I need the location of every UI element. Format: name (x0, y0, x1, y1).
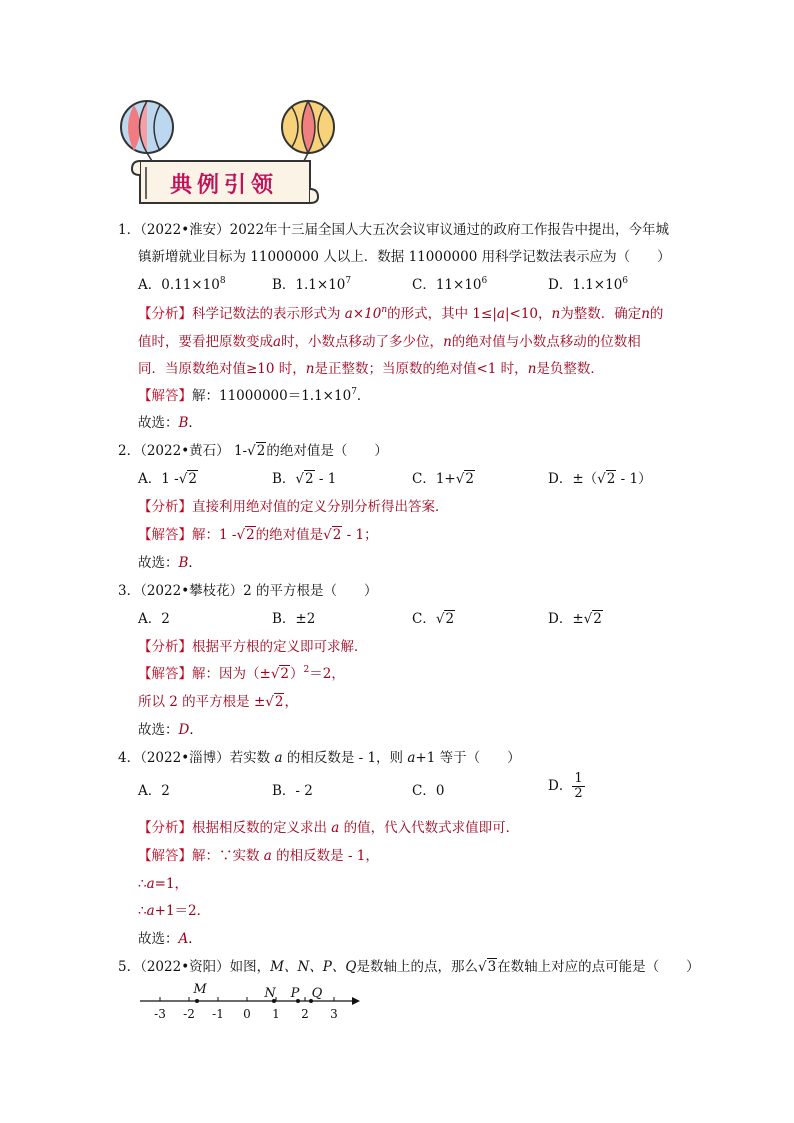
q1-stem-line2: 镇新增就业目标为 11000000 人以上．数据 11000000 用科学记数法表示应为（ ） (138, 249, 671, 265)
q4-step2: ∴a+1＝2． (138, 903, 211, 919)
q3-solution: 【解答】解：因为$(\pm√2)^2=2$， (138, 665, 345, 682)
point-m (195, 999, 199, 1003)
point-label: N (264, 986, 276, 1001)
q3-option-c[interactable]: C．√2 (412, 611, 455, 627)
q2-option-a[interactable]: A．1 -√2 (138, 471, 197, 487)
q4-choice: 故选：A． (138, 931, 202, 947)
point-label: P (290, 986, 300, 1001)
q1-source: （2022•淮安） (140, 222, 230, 238)
left-balloon-icon (121, 101, 173, 161)
q2-analysis: 【分析】直接利用绝对值的定义分别分析得出答案． (138, 499, 449, 515)
tick-label: 0 (243, 1007, 251, 1021)
q2-choice: 故选：B． (138, 555, 202, 571)
q1-solution: 【解答】解：$11000000=1.1\times 10^7$． (138, 387, 371, 404)
q3-option-a[interactable]: A．2 (138, 611, 170, 627)
q4-step1: ∴a=1， (138, 876, 189, 892)
q1-analysis-line2: 值时，要看把原数变成a时，小数点移动了多少位，n的绝对值与小数点移动的位数相 (138, 334, 641, 350)
q2-option-b[interactable]: B．√2 - 1 (272, 471, 337, 487)
q1-number: 1． (118, 222, 141, 238)
q4-solution: 【解答】解：∵实数 a 的相反数是 - 1， (138, 848, 379, 864)
q4-option-b[interactable]: B．- 2 (272, 783, 313, 799)
axis-arrow-icon (352, 997, 360, 1005)
q2-option-c[interactable]: C．1+√2 (412, 471, 474, 487)
q4-option-a[interactable]: A．2 (138, 783, 170, 799)
q1-option-c[interactable]: C．$11\times 10^6$ (412, 276, 488, 293)
right-balloon-icon (282, 101, 334, 161)
q4-option-d[interactable]: D． $\frac{1}{2}$ (548, 771, 583, 801)
q2-option-d[interactable]: D．±（√2 - 1） (548, 471, 652, 487)
tick-label: -2 (183, 1007, 195, 1021)
q1-stem-line1: 2022年十三届全国人大五次会议审议通过的政府工作报告中提出，今年城 (229, 222, 670, 238)
q4-analysis: 【分析】根据相反数的定义求出 a 的值，代入代数式求值即可． (138, 820, 520, 836)
q4-option-c[interactable]: C．0 (412, 783, 445, 799)
q1-option-d[interactable]: D．$1.1\times 10^6$ (548, 276, 629, 293)
q2-solution: 【解答】解：1 -√2的绝对值是√2 - 1； (138, 527, 378, 543)
tick-label: 3 (330, 1007, 338, 1021)
tick-label: -3 (154, 1007, 166, 1021)
point-label: Q (311, 986, 323, 1001)
q1-option-b[interactable]: B．$1.1\times 10^7$ (272, 276, 352, 293)
q3-option-b[interactable]: B．±2 (272, 611, 316, 627)
document-page: 典例引领 1．（2022•淮安）2022年十三届全国人大五次会议审议通过的政府工作报告中提出，今年城 镇新增就业目标为 11000000 人以上．数据 11000000 用科学记数法表示应为（ ） A．$0.11\times 10^8$ B．$1.1\times 10^7$ C．$11\times 10^6$ D．$1.1\times 10^6$ 【分析】科学记数法的表示形式为 $a\times 10^n$的形式，其中 1≤|a|<10，n为整数．确定n的 值时，要看把原数变成a时，小数点移动了多少位，n的绝对值与小数点移动的位数相 同．当原数绝对值≥10 时，n是正整数；当原数的绝对值<1 时，n是负整数． 【解答】解：$11000000=1.1\times 10^7$． 故选：B． 2．（2022•黄石） 1-√2的绝对值是（ ） A．1 -√2 B．√2 - 1 C．1+√2 D．±（√2 - 1） 【分析】直接利用绝对值的定义分别分析得出答案． 【解答】解：1 -√2的绝对值是√2 - 1； 故选：B． 3．（2022•攀枝花）2 的平方根是（ ） A．2 B．±2 C．√2 D．±√2 【分析】根据平方根的定义即可求解． 【解答】解：因为$(\pm√2)^2=2$， 所以 2 的平方根是 ±√2， 故选：D． 4．（2022•淄博）若实数 a 的相反数是 - 1，则 a+1 等于（ ） A．2 B．- 2 C．0 D． $\frac{1}{2}$ 【分析】根据相反数的定义求出 a 的值，代入代数式求值即可． 【解答】解：∵实数 a 的相反数是 - 1， ∴a=1， ∴a+1＝2． 故选：A． 5．（2022•资阳）如图，M、N、P、Q是数轴上的点，那么√3在数轴上对应的点可能是（ ） -3 -2 -1 0 1 2 3 M N P Q (0, 0, 794, 1123)
q3-option-d[interactable]: D．±√2 (548, 611, 602, 627)
q3-choice: 故选：D． (138, 722, 203, 738)
q1-analysis-line1: 【分析】科学记数法的表示形式为 $a\times 10^n$的形式，其中 1≤|a|<10，n为整数．确定n的 (138, 305, 664, 322)
point-label: M (193, 982, 207, 997)
q3-analysis: 【分析】根据平方根的定义即可求解． (138, 639, 368, 655)
tick-label: -1 (212, 1007, 224, 1021)
q1-analysis-line3: 同．当原数绝对值≥10 时，n是正整数；当原数的绝对值<1 时，n是负整数． (138, 361, 604, 377)
banner-text: 典例引领 (169, 172, 279, 198)
tick-label: 1 (272, 1007, 280, 1021)
q1-choice: 故选：B． (138, 415, 202, 431)
q3-solution-line2: 所以 2 的平方根是 ±√2， (138, 694, 298, 710)
q1-option-a[interactable]: A．$0.11\times 10^8$ (138, 276, 226, 293)
banner-illustration (112, 95, 342, 207)
tick-label: 2 (301, 1007, 309, 1021)
number-line-figure (138, 982, 368, 1022)
